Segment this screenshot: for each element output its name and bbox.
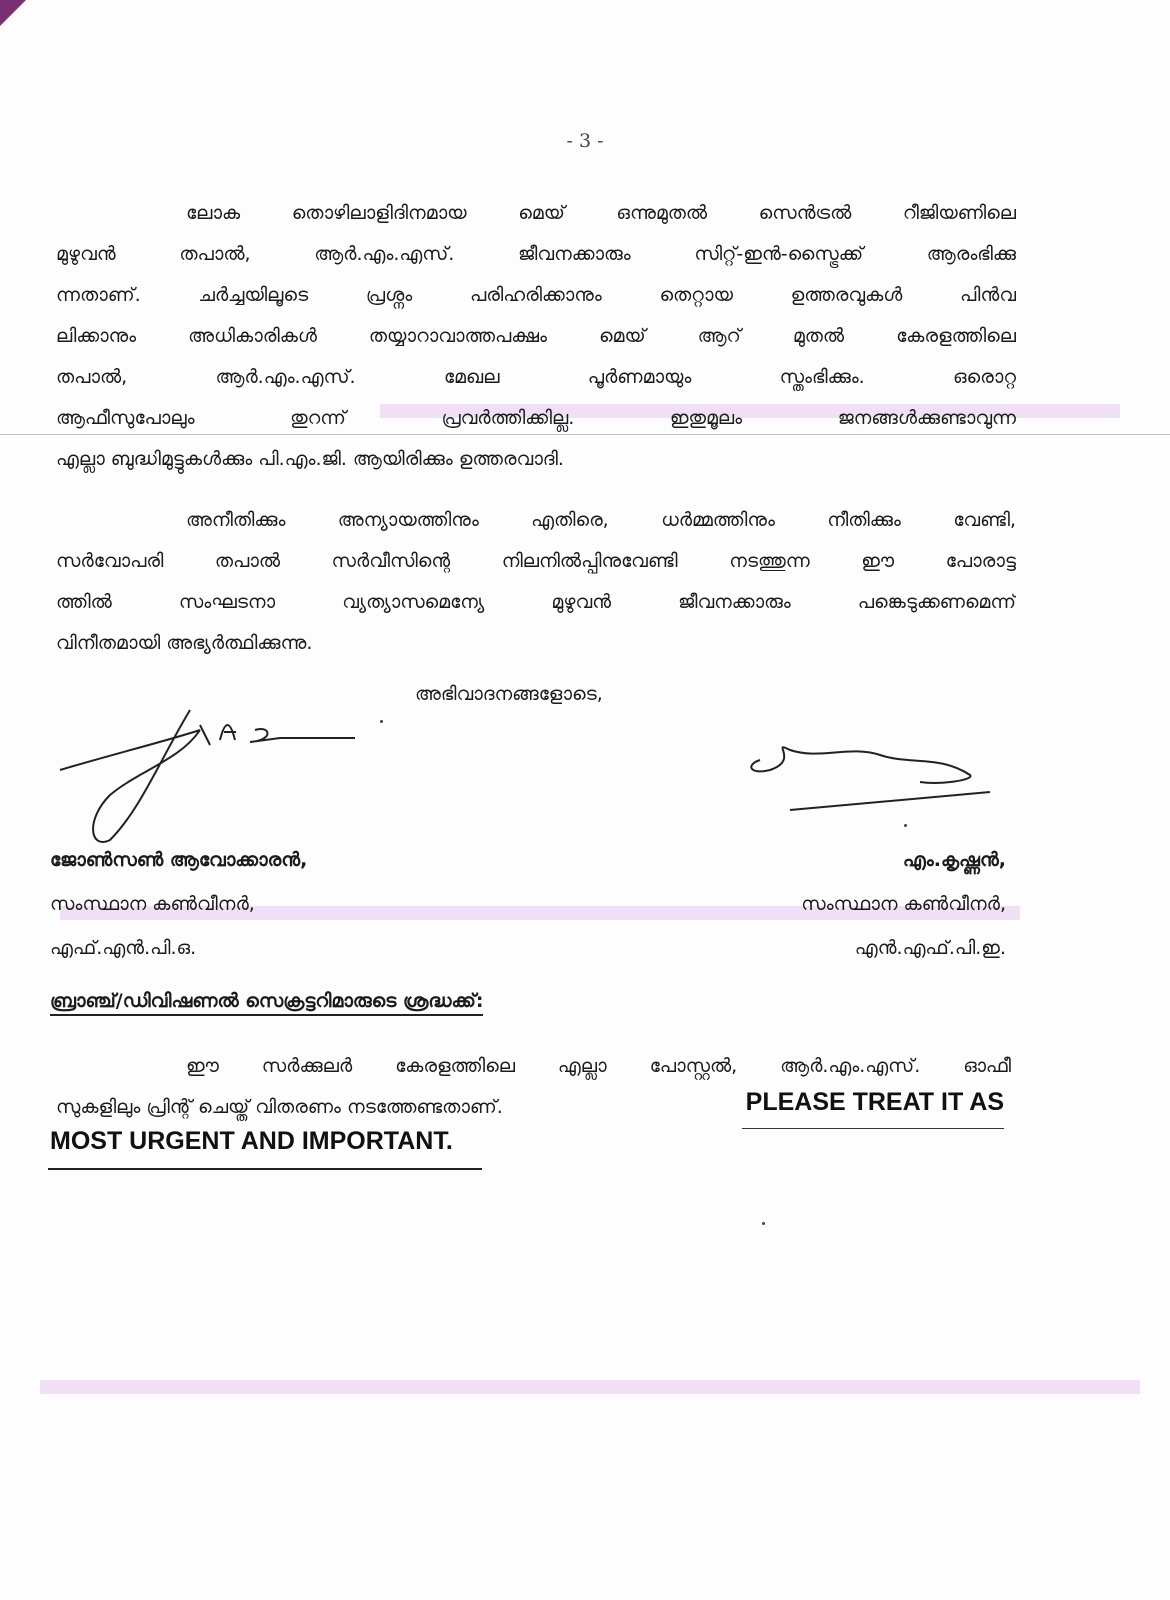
para2-line: വിനീതമായി അഭ്യർത്ഥിക്കുന്നു. bbox=[56, 632, 313, 654]
scan-stripe bbox=[40, 1380, 1140, 1394]
signatory-right-org: എൻ.എഫ്.പി.ഇ. bbox=[854, 937, 1006, 959]
signatory-left-org: എഫ്.എൻ.പി.ഒ. bbox=[50, 937, 197, 959]
para1-line: ന്നതാണ്. ചർച്ചയിലൂടെ പ്രശ്നം പരിഹരിക്കാനും തെറ്റായ ഉത്തരവുകൾ പിൻവ bbox=[56, 284, 1016, 306]
para1-line: ലിക്കാനും അധികാരികൾ തയ്യാറാവാത്തപക്ഷം മെയ് ആറ് മുതൽ കേരളത്തിലെ bbox=[56, 325, 1016, 347]
note-line: സുകളിലും പ്രിന്റ് ചെയ്ത് വിതരണം നടത്തേണ്ടതാണ്. bbox=[56, 1096, 503, 1118]
speck bbox=[762, 1222, 765, 1225]
para1-line: തപാൽ, ആർ.എം.എസ്. മേഖല പൂർണമായും സ്തംഭിക്കും. ഒരൊറ്റ bbox=[56, 366, 1016, 388]
paragraph-1 bbox=[56, 193, 1016, 480]
note-heading: ബ്രാഞ്ച്/ഡിവിഷണൽ സെക്രട്ടറിമാരുടെ ശ്രദ്ധക്ക്: bbox=[50, 990, 483, 1016]
speck bbox=[904, 824, 907, 827]
para2-line: അനീതിക്കും അന്യായത്തിനും എതിരെ, ധർമ്മത്തിനും നീതിക്കും വേണ്ടി, bbox=[186, 509, 1016, 531]
urgent-underline bbox=[48, 1168, 482, 1170]
para1-line: ആഫീസുപോലും തുറന്ന് പ്രവർത്തിക്കില്ല. ഇതുമൂലം ജനങ്ങൾക്കുണ്ടാവുന്ന bbox=[56, 407, 1016, 429]
para1-line: ലോക തൊഴിലാളിദിനമായ മെയ് ഒന്നുമുതൽ സെൻട്രൽ റീജിയണിലെ bbox=[186, 202, 1016, 224]
signatory-left-title: സംസ്ഥാന കൺവീനർ, bbox=[50, 893, 255, 915]
signatory-right bbox=[801, 838, 1006, 970]
signature-left bbox=[50, 700, 370, 850]
para1-line: മുഴുവൻ തപാൽ, ആർ.എം.എസ്. ജീവനക്കാരും സിറ്റ്-ഇൻ-സ്ട്രൈക്ക് ആരംഭിക്കു bbox=[56, 243, 1016, 265]
page-number: - 3 - bbox=[566, 130, 604, 152]
paragraph-2 bbox=[56, 500, 1016, 664]
para1-line: എല്ലാ ബുദ്ധിമുട്ടുകൾക്കും പി.എം.ജി. ആയിരിക്കും ഉത്തരവാദി. bbox=[56, 448, 564, 470]
signatory-right-title: സംസ്ഥാന കൺവീനർ, bbox=[801, 893, 1006, 915]
urgent-text-line1: PLEASE TREAT IT AS bbox=[745, 1088, 1004, 1116]
greeting: അഭിവാദനങ്ങളോടെ, bbox=[415, 683, 603, 705]
corner-mark bbox=[0, 0, 26, 26]
signatory-left-name: ജോൺസൺ ആവോക്കാരൻ, bbox=[50, 849, 308, 871]
para2-line: സർവോപരി തപാൽ സർവീസിന്റെ നിലനിൽപ്പിനുവേണ്ടി നടത്തുന്ന ഈ പോരാട്ട bbox=[56, 550, 1016, 572]
signatory-left bbox=[50, 838, 307, 970]
urgent-text-line2: MOST URGENT AND IMPORTANT. bbox=[50, 1127, 453, 1155]
speck bbox=[380, 720, 383, 723]
signature-right bbox=[740, 730, 1000, 820]
signatory-right-name: എം.കൃഷ്ണൻ, bbox=[902, 849, 1006, 871]
para2-line: ത്തിൽ സംഘടനാ വ്യത്യാസമെന്യേ മുഴുവൻ ജീവനക്കാരും പങ്കെടുക്കണമെന്ന് bbox=[56, 591, 1016, 613]
note-line: ഈ സർക്കുലർ കേരളത്തിലെ എല്ലാ പോസ്റ്റൽ, ആർ.എം.എസ്. ഓഫീ bbox=[186, 1055, 1011, 1077]
urgent-underline bbox=[742, 1128, 1004, 1129]
